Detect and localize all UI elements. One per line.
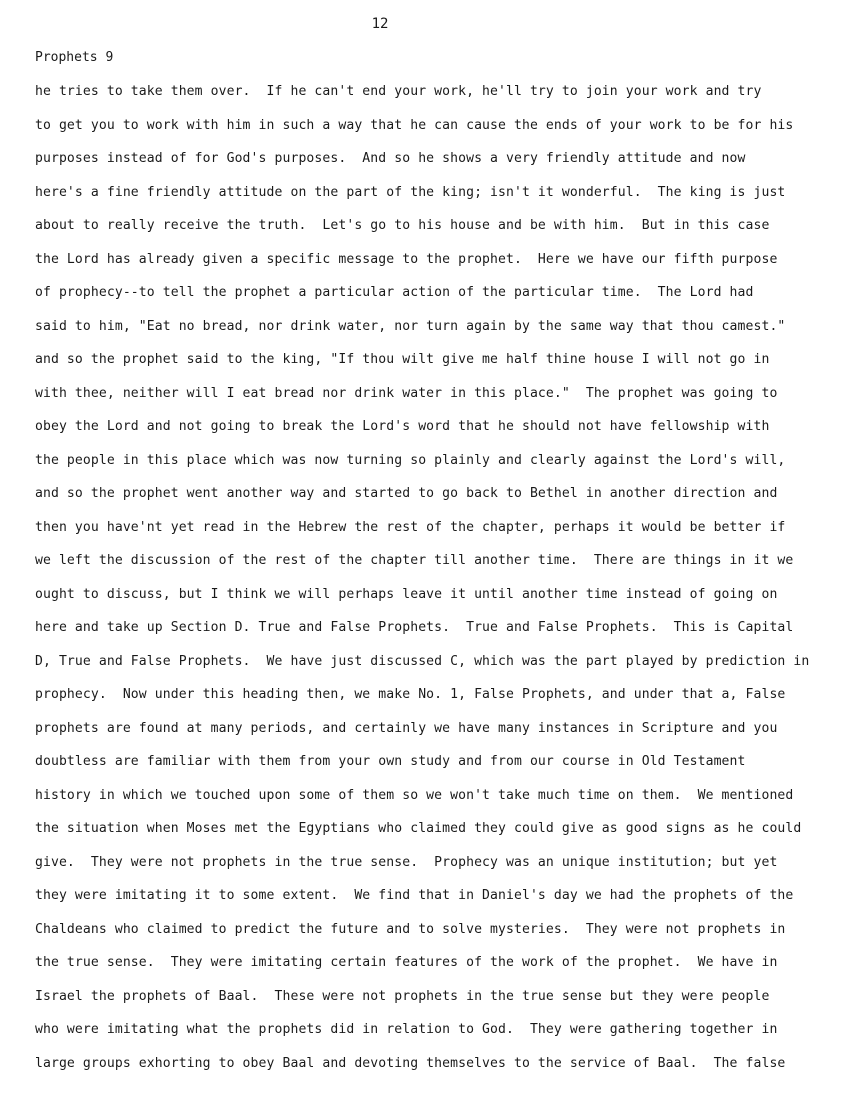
text-line: purposes instead of for God's purposes. And so he shows a very friendly attitude and now: [35, 151, 746, 166]
body-text: [35, 82, 845, 1087]
text-line: then you have'nt yet read in the Hebrew the rest of the chapter, perhaps it would be better if: [35, 519, 786, 535]
text-line: the Lord has already given a specific message to the prophet. Here we have our fifth purpose: [35, 251, 778, 267]
page-heading: Prophets 9: [35, 50, 114, 65]
text-line: doubtless are familiar with them from your own study and from our course in Old Testament: [35, 754, 746, 769]
text-line: history in which we touched upon some of them so we won't take much time on them. We mentioned: [35, 787, 794, 803]
text-line: and so the prophet went another way and started to go back to Bethel in another direction and: [35, 486, 778, 501]
text-line: of prophecy--to tell the prophet a particular action of the particular time. The Lord had: [35, 285, 754, 300]
text-line: here and take up Section D. True and False Prophets. True and False Prophets. This is Capital: [35, 620, 794, 635]
text-line: prophecy. Now under this heading then, we make No. 1, False Prophets, and under that a, False: [35, 687, 786, 702]
text-line: D, True and False Prophets. We have just discussed C, which was the part played by prediction in: [35, 653, 810, 669]
text-line: prophets are found at many periods, and certainly we have many instances in Scripture and you: [35, 720, 778, 736]
text-line: here's a fine friendly attitude on the part of the king; isn't it wonderful. The king is just: [35, 184, 786, 200]
text-line: with thee, neither will I eat bread nor drink water in this place." The prophet was going to: [35, 385, 778, 401]
text-line: ought to discuss, but I think we will perhaps leave it until another time instead of going on: [35, 586, 778, 602]
text-line: about to really receive the truth. Let's go to his house and be with him. But in this case: [35, 218, 770, 233]
text-line: he tries to take them over. If he can't end your work, he'll try to join your work and try: [35, 84, 762, 99]
text-line: Chaldeans who claimed to predict the future and to solve mysteries. They were not prophets in: [35, 921, 786, 937]
text-line: obey the Lord and not going to break the Lord's word that he should not have fellowship with: [35, 419, 770, 434]
text-line: the situation when Moses met the Egyptians who claimed they could give as good signs as he could: [35, 821, 802, 836]
text-line: who were imitating what the prophets did in relation to God. They were gathering together in: [35, 1022, 778, 1037]
text-line: give. They were not prophets in the true sense. Prophecy was an unique institution; but yet: [35, 854, 778, 870]
text-line: the people in this place which was now turning so plainly and clearly against the Lord's will,: [35, 452, 786, 468]
text-line: and so the prophet said to the king, "If thou wilt give me half thine house I will not go in: [35, 352, 770, 367]
page-number: 12: [371, 16, 389, 32]
text-line: to get you to work with him in such a way that he can cause the ends of your work to be for his: [35, 117, 794, 133]
text-line: Israel the prophets of Baal. These were not prophets in the true sense but they were people: [35, 988, 770, 1004]
text-line: said to him, "Eat no bread, nor drink water, nor turn again by the same way that thou camest.": [35, 318, 786, 334]
text-line: we left the discussion of the rest of the chapter till another time. There are things in it we: [35, 553, 794, 568]
text-line: the true sense. They were imitating certain features of the work of the prophet. We have in: [35, 955, 778, 970]
text-line: large groups exhorting to obey Baal and devoting themselves to the service of Baal. The false: [35, 1055, 786, 1071]
text-line: they were imitating it to some extent. We find that in Daniel's day we had the prophets of the: [35, 888, 794, 903]
